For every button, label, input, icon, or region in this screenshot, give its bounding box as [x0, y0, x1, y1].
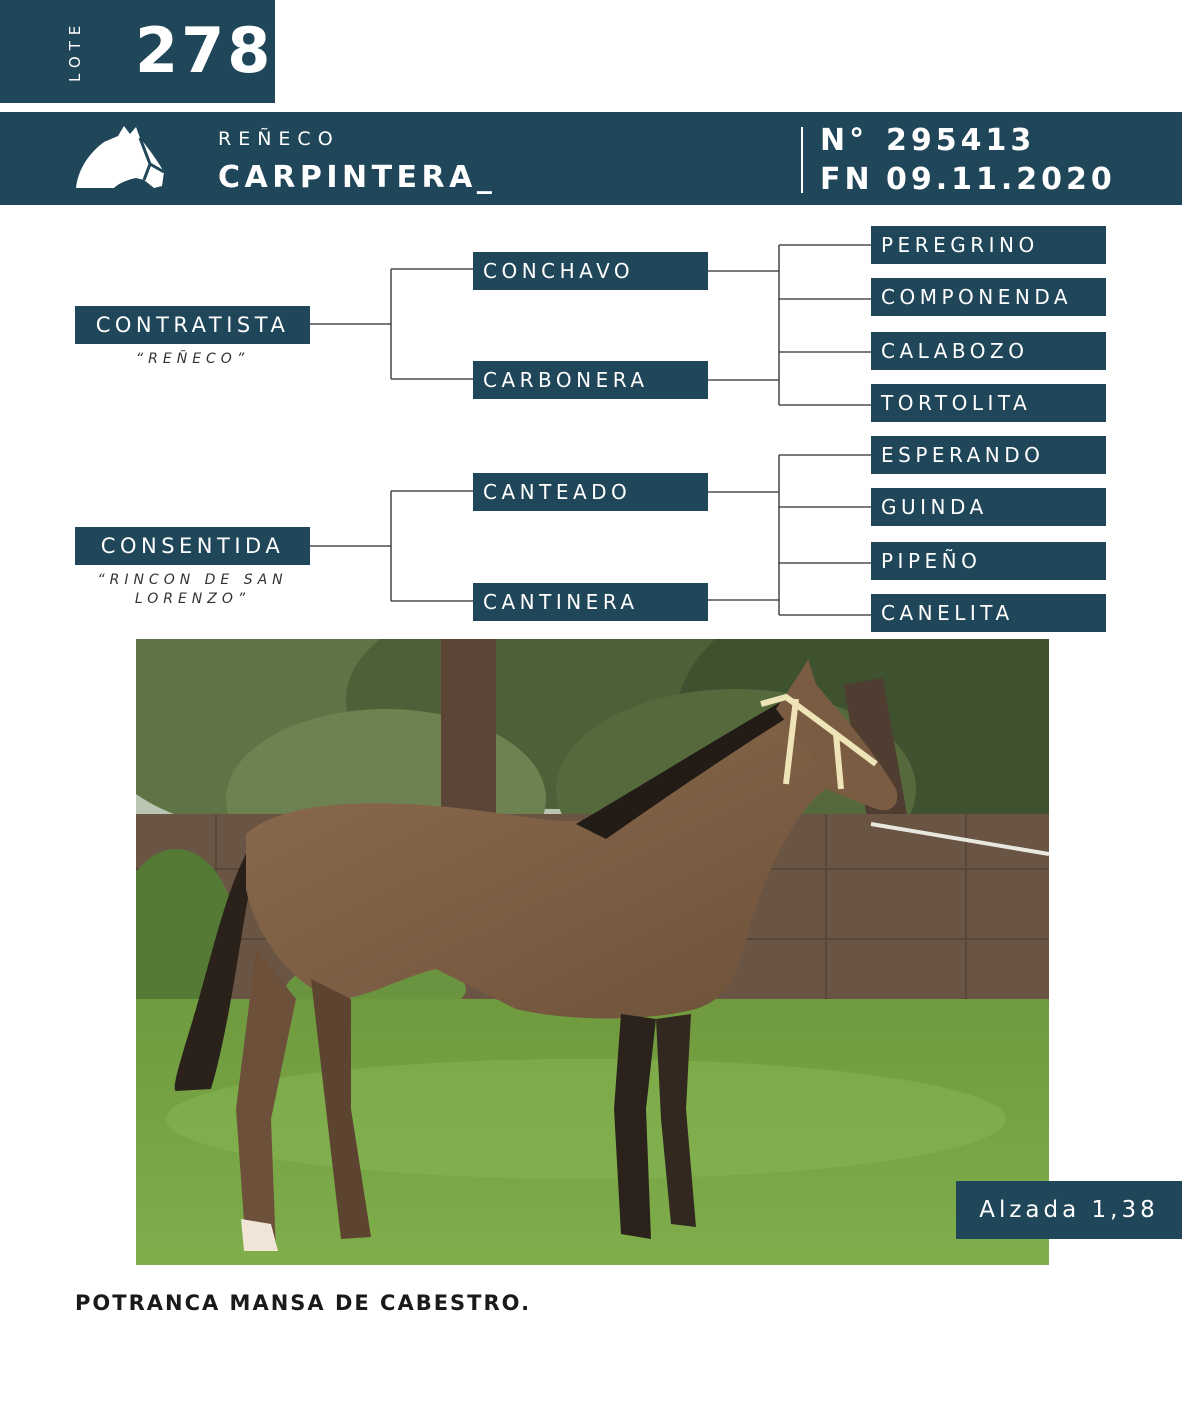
great-grandparent-box: COMPONENDA [871, 278, 1106, 316]
breeder-name: REÑECO [218, 128, 340, 150]
sire-box: CONTRATISTA [75, 306, 310, 344]
grandparent-box: CONCHAVO [473, 252, 708, 290]
registration-number: 295413 [886, 123, 1036, 158]
birth-date: 09.11.2020 [886, 162, 1116, 197]
great-grandparent-box: PIPEÑO [871, 542, 1106, 580]
grandparent-box: CANTEADO [473, 473, 708, 511]
grandparent-box: CANTINERA [473, 583, 708, 621]
dam-origin: “RINCON DE SAN LORENZO” [97, 572, 288, 607]
description: POTRANCA MANSA DE CABESTRO. [75, 1291, 532, 1315]
great-grandparent-box: PEREGRINO [871, 226, 1106, 264]
sire-origin: “REÑECO” [135, 351, 250, 367]
great-grandparent-box: TORTOLITA [871, 384, 1106, 422]
great-grandparent-box: ESPERANDO [871, 436, 1106, 474]
great-grandparent-box: CALABOZO [871, 332, 1106, 370]
registration-label: N° [820, 123, 869, 158]
dam-box: CONSENTIDA [75, 527, 310, 565]
great-grandparent-box: GUINDA [871, 488, 1106, 526]
horse-photo [136, 639, 1049, 1265]
birth-date-label: FN [820, 162, 874, 197]
grandparent-box: CARBONERA [473, 361, 708, 399]
lote-label: LOTE [66, 19, 84, 82]
horse-name: CARPINTERA_ [218, 160, 497, 195]
lote-number: 278 [135, 14, 274, 87]
height-badge: Alzada 1,38 [956, 1181, 1182, 1239]
great-grandparent-box: CANELITA [871, 594, 1106, 632]
